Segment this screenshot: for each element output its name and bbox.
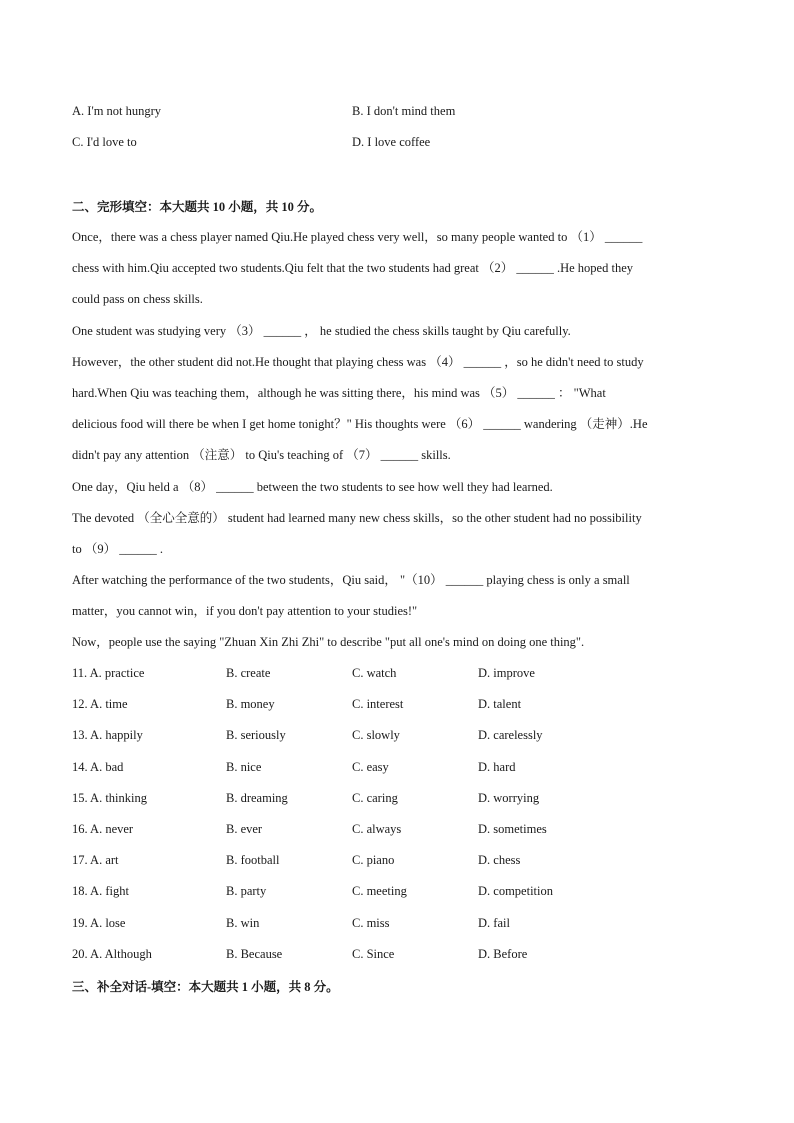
passage-line: matter，you cannot win，if you don't pay attention to your studies!" [72, 604, 418, 619]
choice-d: D. fail [478, 915, 510, 930]
choice-b: B. Because [226, 946, 283, 961]
choice-b: B. dreaming [226, 790, 288, 805]
choice-c: C. always [352, 821, 402, 836]
passage-line: After watching the performance of the two students，Qiu said， "（10） ______ playing chess is only a small [72, 573, 630, 588]
choice-d: D. hard [478, 759, 516, 774]
choice-c: C. easy [352, 759, 389, 774]
passage-line: The devoted （全心全意的） student had learned many new chess skills，so the other student had no possibility [72, 510, 642, 525]
choice-b: B. ever [226, 821, 263, 836]
passage-line: Now，people use the saying "Zhuan Xin Zhi Zhi" to describe "put all one's mind on doing one thing". [72, 635, 585, 650]
question-row-16 [72, 814, 722, 845]
passage-line: to （9） ______ . [72, 541, 163, 556]
choice-a: 15. A. thinking [72, 790, 148, 805]
choice-b: B. seriously [226, 728, 286, 743]
choice-a: 14. A. bad [72, 759, 124, 774]
choice-c: C. meeting [352, 884, 407, 899]
choice-b: B. football [226, 853, 280, 868]
option-a: A. I'm not hungry [72, 104, 162, 118]
choice-d: D. sometimes [478, 821, 547, 836]
cloze-passage [72, 222, 720, 659]
passage-line: hard.When Qiu was teaching them，although he was sitting there，his mind was （5） ______ ： "What [72, 385, 606, 400]
choice-d: D. worrying [478, 790, 540, 805]
section-2-heading: 二、完形填空：本大题共 10 小题，共 10 分。 [72, 200, 323, 214]
passage-line: Once，there was a chess player named Qiu.He played chess very well，so many people wanted to （1） ______ [72, 230, 643, 244]
question-row-17 [72, 845, 722, 876]
choice-a: 11. A. practice [72, 666, 145, 680]
choice-a: 19. A. lose [72, 915, 126, 930]
choice-b: B. money [226, 697, 275, 712]
choice-c: C. interest [352, 697, 404, 712]
choice-a: 17. A. art [72, 853, 119, 868]
choice-b: B. party [226, 884, 267, 899]
choice-b: B. nice [226, 759, 262, 774]
option-c: C. I'd love to [72, 135, 137, 149]
answer-choices [72, 658, 722, 970]
question-row-14 [72, 752, 722, 783]
option-d: D. I love coffee [352, 135, 431, 149]
section-3-heading: 三、补全对话-填空：本大题共 1 小题，共 8 分。 [72, 980, 339, 994]
passage-line: could pass on chess skills. [72, 292, 203, 307]
question-row-12 [72, 689, 722, 720]
choice-d: D. Before [478, 946, 528, 961]
passage-line: However，the other student did not.He thought that playing chess was （4） ______ ，so he didn't need to study [72, 354, 644, 369]
passage-line: One day，Qiu held a （8） ______ between the two students to see how well they had learned. [72, 479, 553, 494]
choice-a: 16. A. never [72, 821, 134, 836]
choice-c: C. caring [352, 790, 398, 805]
choice-d: D. improve [478, 666, 535, 680]
choice-b: B. win [226, 915, 260, 930]
choice-d: D. carelessly [478, 728, 543, 743]
choice-b: B. create [226, 666, 271, 680]
question-row-20 [72, 939, 722, 970]
choice-d: D. competition [478, 884, 553, 899]
choice-d: D. talent [478, 697, 522, 712]
passage-line: didn't pay any attention （注意） to Qiu's teaching of （7） ______ skills. [72, 448, 451, 463]
choice-a: 12. A. time [72, 697, 128, 712]
passage-line: chess with him.Qiu accepted two students.Qiu felt that the two students had great （2） ______ .He hoped they [72, 261, 633, 276]
choice-c: C. miss [352, 915, 390, 930]
choice-c: C. Since [352, 946, 395, 961]
choice-d: D. chess [478, 853, 521, 868]
choice-a: 13. A. happily [72, 728, 143, 743]
choice-c: C. piano [352, 853, 395, 868]
question-row-15 [72, 783, 722, 814]
choice-c: C. watch [352, 666, 397, 680]
choice-a: 20. A. Although [72, 946, 152, 961]
passage-line: delicious food will there be when I get home tonight？" His thoughts were （6） ______ wandering （走神）.He [72, 417, 648, 432]
question-row-19 [72, 908, 722, 939]
question-row-18 [72, 876, 722, 907]
choice-c: C. slowly [352, 728, 400, 743]
question-row-11 [72, 658, 722, 689]
choice-a: 18. A. fight [72, 884, 129, 899]
passage-line: One student was studying very （3） ______ ， he studied the chess skills taught by Qiu carefully. [72, 323, 571, 338]
question-row-13 [72, 720, 722, 751]
option-b: B. I don't mind them [352, 104, 456, 118]
